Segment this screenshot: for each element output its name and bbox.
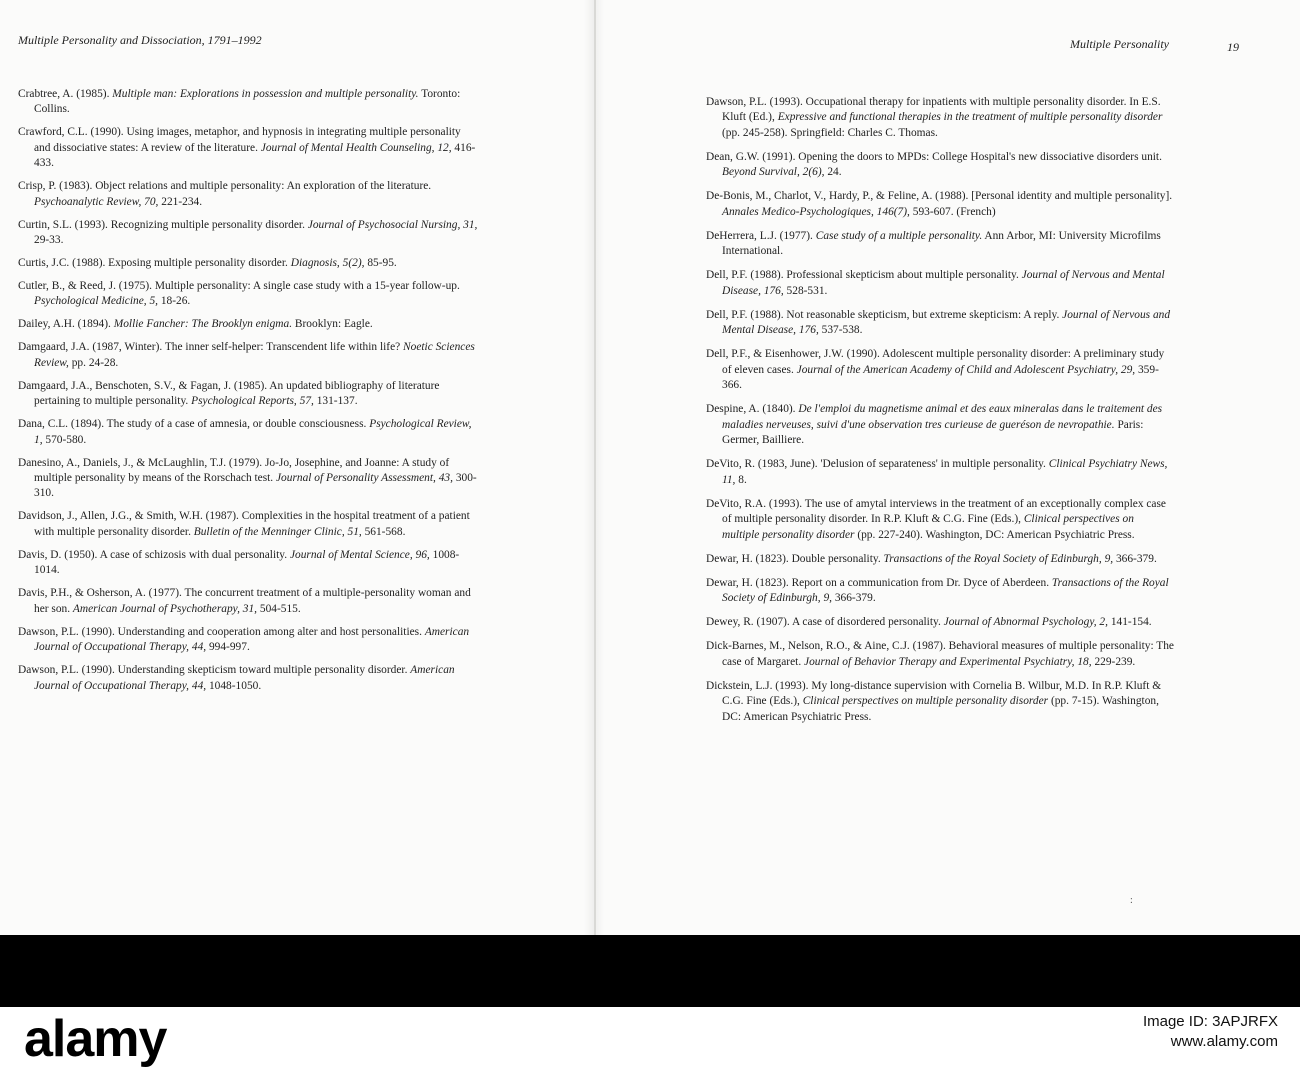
bibliography-entry (18, 317, 480, 332)
bibliography-entry (706, 308, 1174, 339)
bibliography-entry (18, 663, 480, 694)
entry-segment: Dick-Barnes, M., Nelson, R.O., & Aine, C.J. (1987). Behavioral measures of multiple personality: The case of Margaret. (706, 640, 1174, 668)
entry-segment: 8. (735, 473, 747, 486)
entry-italic-segment: Noetic Sciences Review, (34, 341, 475, 369)
alamy-logo: alamy (24, 1010, 167, 1068)
entry-segment: Dawson, P.L. (1990). Understanding and cooperation among alter and host personalities. (18, 625, 425, 638)
entry-segment: 366-379. (832, 592, 876, 605)
bibliography-entry (706, 402, 1174, 448)
entry-italic-segment: Beyond Survival, 2(6), (722, 166, 825, 179)
entry-italic-segment: De l'emploi du magnetisme animal et des eaux mineralas dans le traitement des maladies nerveuses, suivi d'une observation tres curieuse de gueréson de nevropathie. (722, 403, 1163, 431)
entry-segment: Dell, P.F. (1988). Professional skepticism about multiple personality. (706, 269, 1022, 282)
entry-segment: Brooklyn: Eagle. (292, 318, 373, 331)
image-id-text: Image ID: 3APJRFX (1142, 1013, 1278, 1030)
entry-italic-segment: Psychoanalytic Review, 70, (34, 195, 159, 208)
entry-italic-segment: Transactions of the Royal Society of Edinburgh, 9, (722, 576, 1169, 605)
entry-segment: Curtis, J.C. (1988). Exposing multiple personality disorder. (18, 257, 291, 270)
entry-segment: Dana, C.L. (1894). The study of a case of amnesia, or double consciousness. (18, 418, 370, 431)
entry-italic-segment: Journal of Mental Science, 96, (289, 548, 430, 561)
bibliography-entry (18, 417, 480, 448)
entry-italic-segment: Multiple man: Explorations in possession and multiple personality. (112, 88, 419, 100)
entry-italic-segment: Case study of a multiple personality. (815, 229, 983, 242)
entry-segment: 359-366. (722, 363, 1159, 392)
entry-segment: Dewar, H. (1823). Double personality. (706, 552, 884, 565)
bibliography-entry (18, 179, 480, 210)
entry-italic-segment: Journal of Psychosocial Nursing, 31, (307, 218, 478, 231)
entry-segment: 366-379. (1113, 552, 1157, 565)
entry-italic-segment: Journal of Mental Health Counseling, 12, (260, 141, 452, 154)
entry-segment: Dell, P.F., & Eisenhower, J.W. (1990). Adolescent multiple personality disorder: A preliminary study of eleven cases. (706, 348, 1165, 376)
bibliography-entry (18, 379, 480, 410)
bibliography-entry (706, 457, 1174, 488)
entry-italic-segment: Psychological Reports, 57, (191, 395, 314, 408)
bibliography-entry (18, 456, 480, 502)
entry-segment: Danesino, A., Daniels, J., & McLaughlin, T.J. (1979). Jo-Jo, Josephine, and Joanne: A study of multiple personality by means of the Rorschach test. (18, 456, 450, 485)
entry-segment: 131-137. (313, 395, 358, 408)
entry-segment: Crisp, P. (1983). Object relations and multiple personality: An exploration of the literature. (18, 180, 432, 193)
bibliography-entry (18, 87, 480, 118)
bibliography-entry (706, 576, 1174, 607)
right-bibliography-list (706, 95, 1174, 734)
page-number: 19 (1227, 40, 1239, 54)
entry-segment: Dewar, H. (1823). Report on a communication from Dr. Dyce of Aberdeen. (706, 576, 1052, 589)
entry-italic-segment: American Journal of Occupational Therapy, 44, (34, 664, 455, 692)
bibliography-entry (706, 639, 1174, 670)
left-running-head: Multiple Personality and Dissociation, 1791–1992 (18, 33, 262, 47)
entry-segment: 994-997. (206, 641, 250, 654)
entry-segment: pp. 24-28. (68, 356, 119, 369)
bibliography-entry (706, 347, 1174, 393)
entry-segment: Dean, G.W. (1991). Opening the doors to MPDs: College Hospital's new dissociative disorders unit. (706, 150, 1162, 163)
entry-segment: Davis, P.H., & Osherson, A. (1977). The concurrent treatment of a multiple-personality woman and her son. (18, 587, 471, 615)
entry-segment: Dailey, A.H. (1894). (18, 318, 114, 331)
bibliography-entry (706, 150, 1174, 181)
entry-segment: Crawford, C.L. (1990). Using images, metaphor, and hypnosis in integrating multiple personality and dissociative states: A review of the literature. (18, 126, 461, 154)
site-url-text: www.alamy.com (1170, 1033, 1278, 1050)
entry-segment: Paris: Germer, Bailliere. (722, 418, 1144, 447)
entry-segment: Dewey, R. (1907). A case of disordered personality. (706, 616, 944, 629)
bibliography-entry (706, 268, 1174, 299)
entry-italic-segment: Clinical perspectives on multiple personality disorder (802, 695, 1049, 708)
entry-segment: 229-239. (1091, 655, 1136, 668)
entry-segment: Toronto: Collins. (34, 88, 461, 116)
left-page (0, 0, 594, 935)
entry-segment: 570-580. (42, 433, 87, 446)
bibliography-entry (706, 679, 1174, 725)
entry-segment: 24. (824, 166, 842, 179)
entry-segment: 18-26. (158, 295, 191, 308)
bibliography-entry (706, 497, 1174, 543)
bibliography-entry (18, 548, 480, 579)
entry-italic-segment: Journal of Nervous and Mental Disease, 176, (722, 269, 1165, 297)
entry-segment: Cutler, B., & Reed, J. (1975). Multiple personality: A single case study with a 15-year follow-up. (18, 280, 460, 293)
scan-border-bar (0, 935, 1300, 1007)
entry-italic-segment: Journal of Nervous and Mental Disease, 176, (722, 308, 1171, 337)
image-id-block (1143, 1012, 1278, 1052)
entry-segment: 221-234. (158, 195, 203, 208)
left-bibliography-list (18, 87, 480, 702)
entry-segment: 1048-1050. (206, 679, 262, 692)
bibliography-entry (18, 509, 480, 540)
entry-segment: 528-531. (783, 284, 828, 297)
bibliography-entry (706, 95, 1174, 141)
entry-segment: (pp. 245-258). Springfield: Charles C. Thomas. (722, 126, 938, 139)
entry-segment: 504-515. (257, 602, 301, 615)
entry-segment: Curtin, S.L. (1993). Recognizing multiple personality disorder. (18, 218, 308, 231)
entry-segment: 141-154. (1107, 616, 1152, 629)
bibliography-entry (18, 586, 480, 617)
bibliography-entry (18, 279, 480, 310)
entry-segment: (pp. 7-15). Washington, DC: American Psychiatric Press. (722, 695, 1159, 723)
entry-segment: DeVito, R. (1983, June). 'Delusion of separateness' in multiple personality. (706, 458, 1049, 471)
bibliography-entry (18, 625, 480, 656)
entry-segment: De-Bonis, M., Charlot, V., Hardy, P., & Feline, A. (1988). [Personal identity and multiple personality]. (706, 190, 1173, 203)
entry-segment: 537-538. (818, 324, 863, 337)
entry-italic-segment: Bulletin of the Menninger Clinic, 51, (193, 525, 362, 538)
entry-segment: DeHerrera, L.J. (1977). (706, 229, 816, 242)
entry-segment: 29-33. (34, 234, 64, 247)
entry-segment: 416-433. (34, 141, 476, 170)
entry-segment: Despine, A. (1840). (706, 403, 799, 416)
entry-segment: Davis, D. (1950). A case of schizosis with dual personality. (18, 548, 290, 561)
right-running-head: Multiple Personality (1070, 37, 1169, 51)
entry-segment: Dickstein, L.J. (1993). My long-distance supervision with Cornelia B. Wilbur, M.D. In R.P. Kluft & C.G. Fine (Eds.), (706, 679, 1162, 708)
entry-segment: Damgaard, J.A., Benschoten, S.V., & Fagan, J. (1985). An updated bibliography of literature pertaining to multiple personality. (18, 379, 440, 408)
watermark-footer (0, 1007, 1300, 1089)
bibliography-entry (706, 552, 1174, 567)
entry-segment: Dell, P.F. (1988). Not reasonable skepticism, but extreme skepticism: A reply. (706, 308, 1063, 321)
entry-segment: 561-568. (361, 525, 406, 538)
bibliography-entry (18, 340, 480, 371)
bibliography-entry (706, 189, 1174, 220)
entry-segment: 1008-1014. (34, 548, 460, 577)
entry-italic-segment: Journal of Behavior Therapy and Experimental Psychiatry, 18, (804, 655, 1092, 668)
entry-segment: (pp. 227-240). Washington, DC: American Psychiatric Press. (854, 528, 1135, 541)
entry-segment: Ann Arbor, MI: University Microfilms International. (722, 229, 1161, 258)
bibliography-entry (18, 125, 480, 171)
entry-italic-segment: Psychological Medicine, 5, (34, 295, 158, 308)
bibliography-entry (18, 218, 480, 249)
entry-italic-segment: Annales Medico-Psychologiques, 146(7), (722, 205, 910, 218)
entry-italic-segment: Diagnosis, 5(2), (290, 257, 365, 270)
entry-italic-segment: American Journal of Psychotherapy, 31, (72, 602, 258, 615)
entry-italic-segment: Journal of the American Academy of Child and Adolescent Psychiatry, 29, (796, 363, 1136, 376)
stray-mark: : (1130, 895, 1133, 906)
entry-italic-segment: Clinical Psychiatry News, 11, (722, 458, 1168, 486)
entry-segment: Dawson, P.L. (1990). Understanding skepticism toward multiple personality disorder. (18, 664, 411, 677)
entry-italic-segment: American Journal of Occupational Therapy, 44, (34, 625, 470, 654)
entry-italic-segment: Mollie Fancher: The Brooklyn enigma. (113, 318, 293, 331)
entry-italic-segment: Journal of Abnormal Psychology, 2, (943, 616, 1108, 629)
bibliography-entry (706, 615, 1174, 630)
entry-segment: Damgaard, J.A. (1987, Winter). The inner self-helper: Transcendent life within life? (18, 341, 404, 354)
entry-segment: Crabtree, A. (1985). (18, 88, 113, 100)
entry-italic-segment: Clinical perspectives on multiple personality disorder (722, 513, 1134, 541)
entry-segment: 593-607. (French) (909, 205, 996, 218)
entry-italic-segment: Psychological Review, 1, (34, 418, 472, 446)
entry-segment: Dawson, P.L. (1993). Occupational therapy for inpatients with multiple personality disorder. In E.S. Kluft (Ed.), (706, 96, 1161, 124)
entry-segment: 85-95. (364, 257, 397, 270)
entry-segment: 300-310. (34, 472, 477, 500)
entry-italic-segment: Transactions of the Royal Society of Edinburgh, 9, (883, 552, 1114, 565)
bibliography-entry (18, 256, 480, 271)
bibliography-entry (706, 229, 1174, 260)
entry-italic-segment: Journal of Personality Assessment, 43, (276, 472, 453, 485)
right-page (596, 0, 1300, 935)
entry-segment: Davidson, J., Allen, J.G., & Smith, W.H. (1987). Complexities in the hospital treatment of a patient with multiple personality disorder. (18, 510, 470, 538)
entry-italic-segment: Expressive and functional therapies in the treatment of multiple personality disorder (777, 111, 1163, 124)
entry-segment: DeVito, R.A. (1993). The use of amytal interviews in the treatment of an exceptionally complex case of multiple personality disorder. In R.P. Kluft & C.G. Fine (Eds.), (706, 497, 1166, 526)
